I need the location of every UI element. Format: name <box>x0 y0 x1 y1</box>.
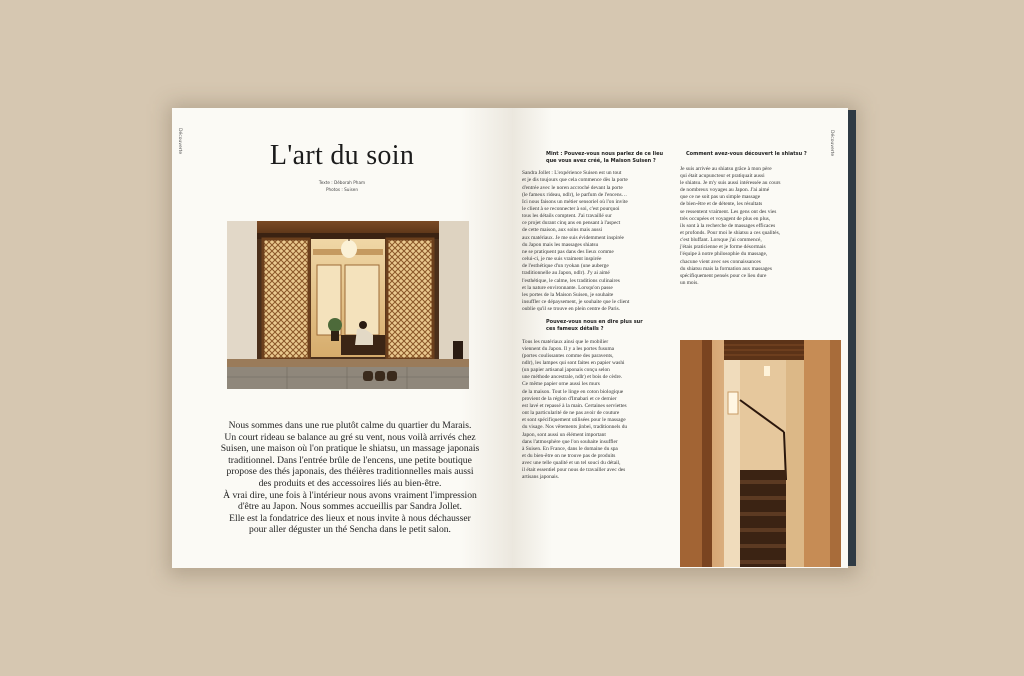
interview-column-1 <box>522 151 672 482</box>
intro-paragraph <box>190 420 510 536</box>
answer-line: du shiatsu mais la formation aux massages <box>680 265 772 272</box>
answer-line: ils sont à la recherche de massages efficaces <box>680 222 776 229</box>
answer-line: celui-ci, je me suis vraiment inspirée <box>522 256 602 263</box>
article-title: L'art du soin <box>269 140 415 171</box>
answer-line: et sont spécifiquement utilisées pour le massage <box>522 417 626 424</box>
answer-line: c'est bluffant. Lorsque j'ai commencé, <box>680 237 762 244</box>
answer-line: Japon, sont aussi un élément important <box>522 431 606 438</box>
question-line: Comment avez-vous découvert le shiatsu ? <box>686 151 807 157</box>
answer-line: est lavé et repassé à la main. Certaines serviettes <box>522 402 627 409</box>
credit-text: Texte : Déborah Pham <box>318 180 366 185</box>
intro-line: Un court rideau se balance au gré su vent, nous voilà arrivés chez <box>224 431 476 443</box>
answer-line: ne se pratiquent pas dans des lieux comme <box>522 248 614 255</box>
answer-line: et je dis toujours que cela commence dès la porte <box>522 177 628 184</box>
answer-line: chacune vient avec ses connaissances <box>680 258 761 265</box>
section-tag-right: Découverte <box>829 130 834 157</box>
answer-line: de l'esthétique d'un ryokan (une auberge <box>522 263 609 270</box>
answer-3 <box>680 166 830 288</box>
answer-line: j'étais praticienne et je forme désormais <box>680 244 766 251</box>
intro-line: pour aller déguster un thé Sencha dans le petit salon. <box>249 524 451 536</box>
question-line: Mint : Pouvez-vous nous parlez de ce lieu <box>546 151 664 157</box>
intro-line: propose des thés japonais, des théières traditionnelles mais aussi <box>226 466 474 478</box>
intro-line: Suisen, une maison où l'on pratique le shiatsu, un massage japonais <box>220 443 480 455</box>
answer-line: artisans japonais. <box>522 474 560 481</box>
question-line: que vous avez créé, la Maison Suisen ? <box>546 157 656 164</box>
answer-line: les portes de la Maison Suisen, je souhaite <box>522 291 614 298</box>
answer-line: l'esthétique, le calme, les traditions culinaires <box>522 277 620 284</box>
question-1 <box>522 151 672 164</box>
credit-photos: Photos : Suisen <box>325 187 359 192</box>
answer-line: le shiatsu. Je m'y suis aussi intéressée au cours <box>680 179 781 186</box>
answer-line: de bien-être et de détente, les résultats <box>680 201 763 208</box>
intro-line: d'être au Japon. Nous sommes accueillis par Sandra Jollet. <box>238 501 462 513</box>
answer-line: dans l'atmosphère que l'on souhaite insuffler <box>522 438 618 445</box>
question-3 <box>680 151 830 158</box>
answer-line: spécifiquement pensés pour ce lieu dure <box>680 272 767 279</box>
answer-1 <box>522 170 672 313</box>
answer-line: ndlr), les lampes qui sont faites en papier washi <box>522 359 625 366</box>
answer-line: avec une telle qualité et un tel souci du détail, <box>522 460 621 467</box>
answer-line: que ce ne soit pas un simple massage <box>680 194 761 201</box>
answer-line: Ce même papier orne aussi les murs <box>522 381 600 388</box>
answer-line: de cette maison, aux soins mais aussi <box>522 227 603 234</box>
answer-line: à Suisen. En France, dans le domaine du spa <box>522 445 618 452</box>
entrance-photo <box>227 221 469 389</box>
answer-line: se ressentent vraiment. Les gens ont des vies <box>680 208 777 215</box>
answer-line: du Japon mais les massages shiatsu <box>522 241 599 248</box>
answer-line: (un papier artisanal japonais conçu selon <box>522 367 610 374</box>
answer-line: (portes coulissantes comme des paravents, <box>522 352 614 359</box>
answer-line: très occupées et voyagent de plus en plus, <box>680 215 771 222</box>
answer-line: une méthode ancestrale, ndlr) et bois de cèdre. <box>522 374 623 381</box>
section-tag-left: Découverte <box>177 128 182 155</box>
answer-line: d'entrée avec le noren accroché devant la porte <box>522 184 623 191</box>
answer-line: et la nature environnante. Lorsqu'on passe <box>522 284 613 291</box>
answer-line: qui était acupuncteur et pratiquait aussi <box>680 172 765 179</box>
answer-line: oublie qu'il se trouve en plein centre de Paris. <box>522 306 621 313</box>
interview-column-2 <box>680 151 830 287</box>
answer-line: aux matériaux. Je me suis évidemment inspirée <box>522 234 624 241</box>
answer-2 <box>522 339 672 482</box>
intro-line: Nous sommes dans une rue plutôt calme du quartier du Marais. <box>228 420 472 431</box>
answer-line: viennent du Japon. Il y a les portes fusuma <box>522 345 615 352</box>
left-page <box>172 108 512 568</box>
answer-line: provient de la région d'Imabari et ce dernier <box>522 395 617 402</box>
answer-line: et du bien-être on ne trouve pas de produits <box>522 453 616 459</box>
intro-line: À vrai dire, une fois à l'intérieur nous avons vraiment l'impression <box>223 489 477 501</box>
answer-line: le client à se reconnecter à soi, c'est pourquoi <box>522 205 620 212</box>
answer-line: de la maison. Tout le linge en coton biologique <box>522 388 624 395</box>
answer-line: Sandra Jollet : L'expérience Suisen est un tout <box>522 170 622 177</box>
intro-line: des produits et des accessoires liés au bien-être. <box>258 477 442 489</box>
answer-line: (le fameux rideau, ndlr), le parfum de l'encens… <box>522 191 627 198</box>
question-2 <box>522 319 672 332</box>
intro-line: Elle est la fondatrice des lieux et nous invite à nous déchausser <box>229 512 471 524</box>
answer-line: et profonds. Pour moi le shiatsu a ces qualités, <box>680 230 781 236</box>
answer-line: Je suis arrivée au shiatsu grâce à mon père <box>680 165 772 172</box>
question-line: Pouvez-vous nous en dire plus sur <box>546 319 643 326</box>
answer-line: il était essentiel pour nous de travailler avec des <box>522 467 626 474</box>
staircase-photo <box>680 340 841 567</box>
answer-line: de nombreux voyages au Japon. J'ai aimé <box>680 187 770 194</box>
answer-line: ont la particularité de ne pas avoir de couture <box>522 410 620 417</box>
answer-line: Tous les matériaux ainsi que le mobilier <box>522 338 609 345</box>
answer-line: ce projet durant cinq ans en pensant à l'aspect <box>522 220 621 227</box>
answer-line: Ici nous faisons un métier sensoriel où l'on invite <box>522 198 628 205</box>
intro-line: traditionnel. Dans l'entrée brûle de l'encens, une petite boutique <box>228 454 472 466</box>
answer-line: traditionnelle au Japon, ndlr). J'y ai aimé <box>522 270 610 277</box>
answer-line: insuffler ce dépaysement, je souhaite que le client <box>522 299 630 305</box>
question-line: ces fameux détails ? <box>546 325 604 332</box>
answer-line: du visage. Nos vêtements jinbei, traditionnels du <box>522 424 628 431</box>
right-page <box>512 108 848 568</box>
answer-line: l'équipe à notre philosophie du massage, <box>680 251 768 258</box>
answer-line: un mois. <box>680 280 699 287</box>
answer-line: tous les détails comptent. J'ai travaillé sur <box>522 213 612 220</box>
